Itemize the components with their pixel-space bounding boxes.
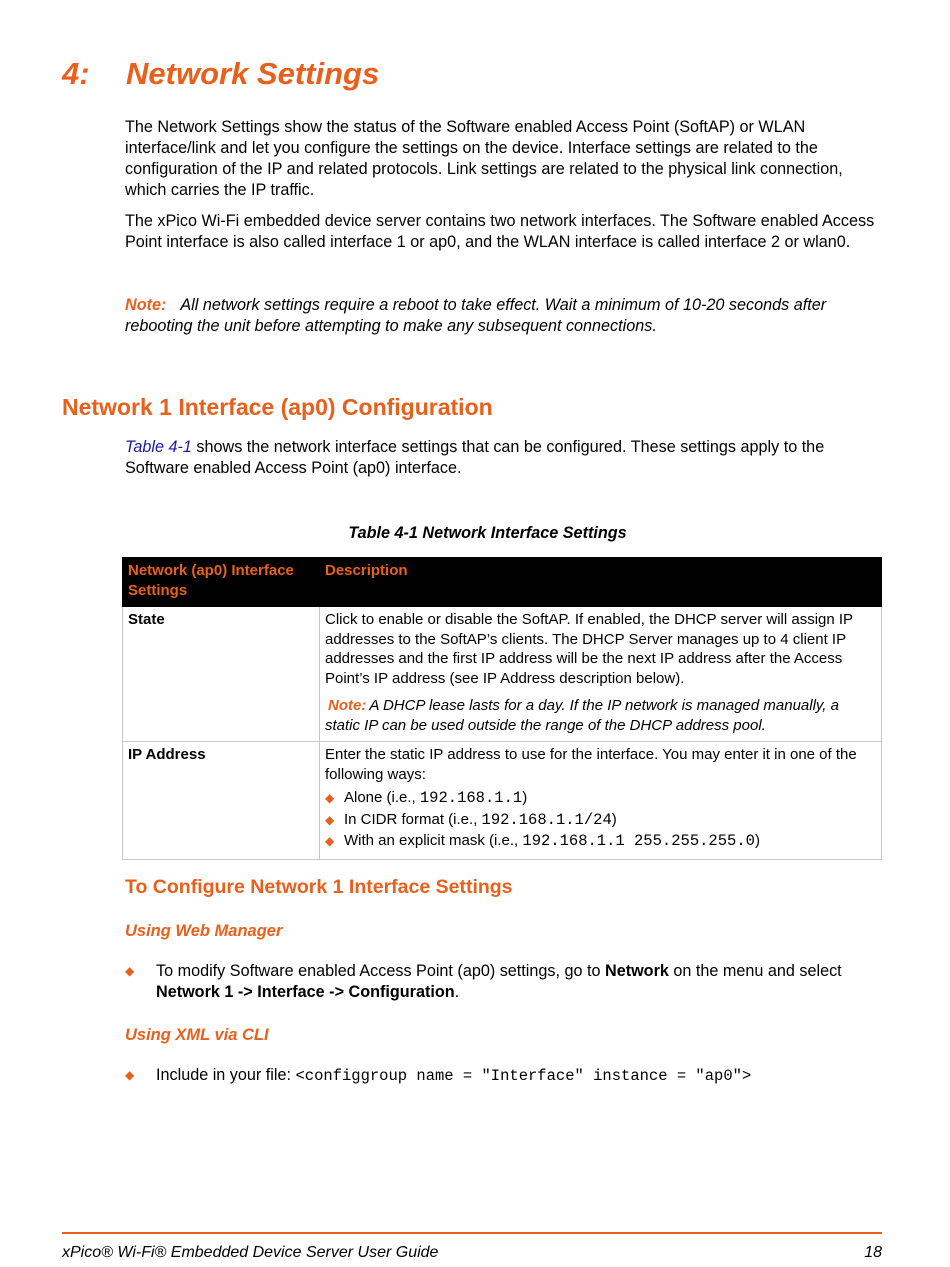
web-manager-step: ◆ To modify Software enabled Access Point (ap0) settings, go to Network on the menu and select Network 1 -> Interface -> Configuration. — [125, 962, 842, 1001]
ip-format-list — [325, 788, 876, 852]
xml-cli-heading: Using XML via CLI — [125, 1026, 269, 1044]
reboot-note — [125, 295, 882, 337]
description-text: Enter the static IP address to use for the interface. You may enter it in one of the following ways: — [325, 746, 857, 783]
section-intro — [125, 437, 882, 479]
chapter-number: 4: — [62, 56, 90, 91]
menu-name: Network — [605, 962, 669, 980]
diamond-bullet-icon: ◆ — [325, 834, 335, 848]
xml-code-sample: <configgroup name = "Interface" instance = "ap0"> — [295, 1067, 752, 1085]
section-intro-text: shows the network interface settings that can be configured. These settings apply to the Software enabled Access Point (ap0) interface. — [125, 438, 825, 477]
code-sample: 192.168.1.1 — [419, 789, 523, 807]
note-text: All network settings require a reboot to take effect. Wait a minimum of 10-20 seconds after rebooting the unit before attempting to make any subsequent connections. — [125, 296, 827, 335]
note-label: Note: — [125, 296, 167, 314]
table-cross-reference-link[interactable]: Table 4-1 — [125, 438, 192, 456]
intro-paragraph-1: The Network Settings show the status of the Software enabled Access Point (SoftAP) or WLAN interface/link and let you configure the settings on the device. Interface settings are related to the configuration of the IP and related protocols. Link settings are related to the physical link connection, which carries the IP traffic. — [125, 118, 843, 199]
table-row-ip-address — [123, 742, 882, 860]
xml-cli-step: ◆ Include in your file: <configgroup name = "Interface" instance = "ap0"> — [125, 1066, 752, 1085]
list-item: ◆ With an explicit mask (i.e., 192.168.1.1 255.255.255.0) — [325, 832, 760, 850]
note-text: A DHCP lease lasts for a day. If the IP network is managed manually, a static IP can be used outside the range of the DHCP address pool. — [325, 697, 839, 734]
setting-name: IP Address — [123, 742, 320, 860]
configure-heading: To Configure Network 1 Interface Settings — [125, 876, 513, 898]
description-text: Click to enable or disable the SoftAP. If enabled, the DHCP server will assign IP addresses to the SoftAP’s clients. The DHCP Server manages up to 4 client IP addresses and the first IP address will be the next IP address after the Access Point’s IP address (see IP Address description below). — [325, 611, 853, 687]
section-heading: Network 1 Interface (ap0) Configuration — [62, 394, 493, 420]
diamond-bullet-icon: ◆ — [325, 812, 335, 827]
setting-description — [320, 742, 882, 860]
footer-page-number: 18 — [864, 1244, 882, 1261]
code-sample: 192.168.1.1/24 — [481, 810, 612, 829]
intro-paragraph-2: The xPico Wi-Fi embedded device server contains two network interfaces. The Software enabled Access Point interface is also called interface 1 or ap0, and the WLAN interface is called interface 2 or wlan0. — [125, 212, 875, 251]
setting-name: State — [123, 607, 320, 742]
list-item: ◆ In CIDR format (i.e., 192.168.1.1/24) — [325, 810, 617, 829]
diamond-bullet-icon: ◆ — [325, 791, 335, 805]
footer-divider — [62, 1232, 882, 1234]
note-label: Note: — [328, 697, 367, 714]
column-header-description: Description — [320, 558, 882, 607]
table-header-row — [123, 558, 882, 607]
diamond-bullet-icon: ◆ — [125, 964, 135, 978]
network-interface-settings-table — [122, 557, 882, 860]
diamond-bullet-icon: ◆ — [125, 1068, 135, 1082]
chapter-heading — [62, 56, 379, 92]
setting-description — [320, 607, 882, 742]
table-row-state — [123, 607, 882, 742]
list-item: ◆ Alone (i.e., 192.168.1.1) — [325, 789, 528, 807]
menu-path: Network 1 -> Interface -> Configuration — [156, 983, 455, 1001]
footer-document-title: xPico® Wi-Fi® Embedded Device Server User Guide — [62, 1244, 439, 1261]
dhcp-note — [325, 696, 876, 735]
table-caption: Table 4-1 Network Interface Settings — [348, 524, 627, 542]
web-manager-heading: Using Web Manager — [125, 922, 283, 940]
column-header-setting: Network (ap0) Interface Settings — [123, 558, 320, 607]
code-sample: 192.168.1.1 255.255.255.0 — [522, 832, 755, 850]
chapter-title: Network Settings — [126, 56, 380, 91]
